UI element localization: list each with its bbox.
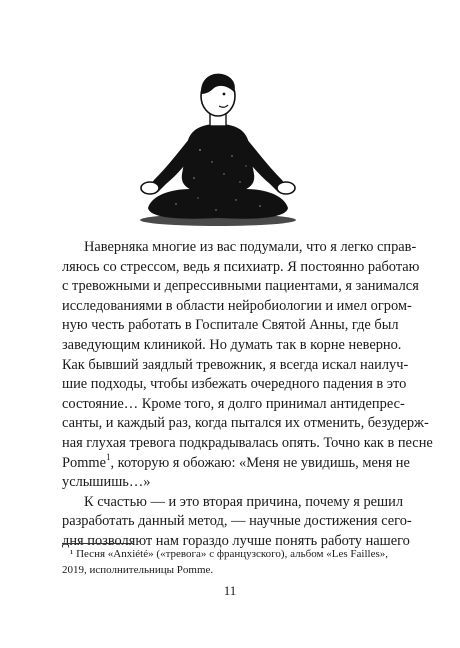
text-line: услышишь…» [62, 474, 151, 491]
text-line: разработать данный метод, — научные достижения сего- [62, 513, 412, 530]
meditating-person-icon [128, 70, 308, 232]
footnote-line: ¹ Песня «Anxiété» («тревога» с французского), альбом «Les Failles», [70, 548, 388, 560]
text-line: заведующим клиникой. Но думать так в корне неверно. [62, 336, 402, 353]
text-line: исследованиями в области нейробиологии и имел огром- [62, 297, 412, 314]
text-line: с тревожными и депрессивными пациентами, я занимался [62, 278, 419, 295]
text-line: К счастью — и это вторая причина, почему я решил [84, 493, 404, 510]
text-line: Как бывший заядлый тревожник, я всегда искал наилуч- [62, 356, 409, 373]
song-artist: Pomme [62, 454, 106, 471]
text-line: санты, и каждый раз, когда пытался их отменить, безудерж- [62, 415, 429, 432]
main-text [62, 238, 433, 552]
text-line: ляюсь со стрессом, ведь я психиатр. Я постоянно работаю [62, 258, 420, 275]
footnote-divider [62, 543, 134, 544]
text-line: дня позволяют нам гораздо лучше понять работу нашего [62, 532, 410, 549]
text-line: Наверняка многие из вас подумали, что я легко справ- [84, 239, 417, 255]
page-number: 11 [223, 583, 237, 598]
text-line: состояние… Кроме того, я долго принимал антидепрес- [62, 395, 405, 412]
text-line [62, 451, 410, 474]
text-line: ная глухая тревога подкрадывалась опять. Точно как в песне [62, 434, 433, 451]
text-fragment: , которую я обожаю: «Меня не увидишь, меня не [110, 454, 410, 471]
text-line: шие подходы, чтобы избежать очередного падения в это [62, 376, 407, 393]
footnote-line: 2019, исполнительницы Pomme. [62, 563, 214, 576]
footnote [62, 547, 388, 578]
footnote-marker[interactable]: 1 [105, 451, 111, 462]
text-line: ную честь работать в Госпитале Святой Анны, где был [62, 317, 399, 334]
